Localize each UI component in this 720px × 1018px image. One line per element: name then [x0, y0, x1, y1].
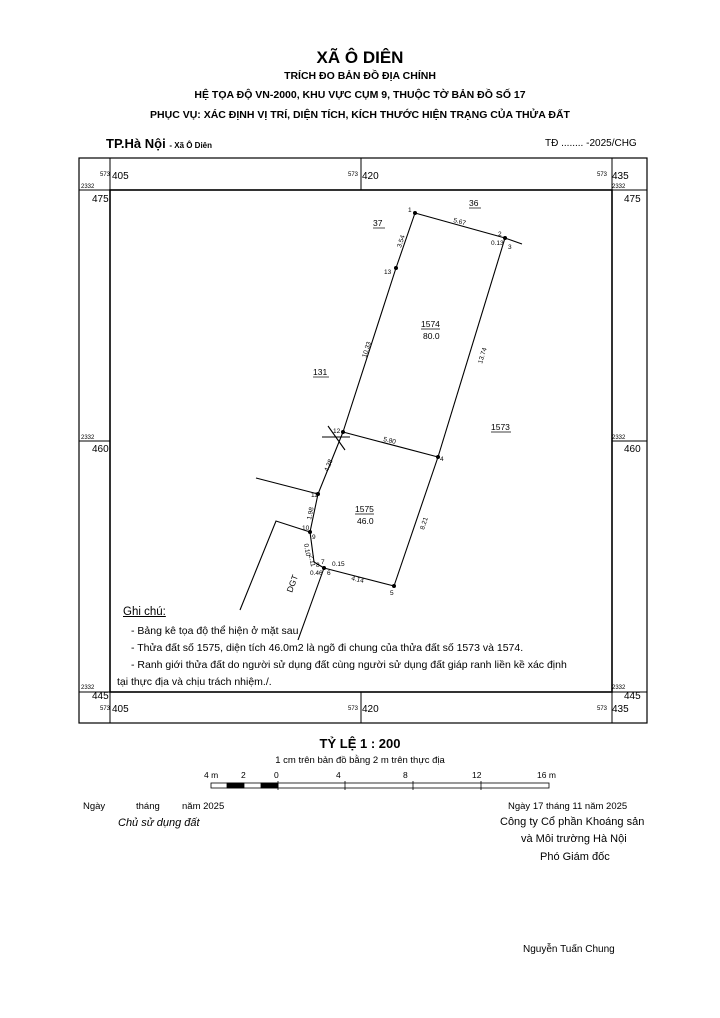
scale-tick-label: 4 m: [204, 770, 219, 780]
grid-prefix-x: 573: [348, 172, 359, 178]
edge-length: 13.74: [477, 346, 489, 365]
vertex-label: 5: [390, 590, 394, 597]
road-edge-right: [298, 568, 324, 640]
boundary-4-5: [394, 457, 438, 586]
edge-length: 0.13: [491, 240, 504, 247]
right-date: Ngày 17 tháng 11 năm 2025: [508, 801, 628, 812]
road-label: DGT: [284, 573, 301, 594]
left-date-year: năm 2025: [182, 801, 225, 812]
vertex-dot: [341, 430, 345, 434]
note-item: - Thửa đất số 1575, diện tích 46.0m2 là ngõ đi chung của thửa đất số 1573 và 1574.: [131, 642, 524, 654]
scale-title: TỶ LỆ 1 : 200: [319, 736, 401, 751]
scale-tick-label: 4: [336, 770, 341, 780]
grid-prefix-y: 2332: [81, 435, 95, 441]
neighbor-parcel: 37: [373, 218, 383, 228]
vertex-dot: [392, 584, 396, 588]
vertex-label: 10: [302, 525, 310, 532]
parcel-area: 46.0: [357, 516, 374, 526]
grid-y-label: 445: [92, 691, 109, 702]
subtitle-3: PHỤC VỤ: XÁC ĐỊNH VỊ TRÍ, DIỆN TÍCH, KÍCH THƯỚC HIỆN TRẠNG CỦA THỬA ĐẤT: [150, 109, 570, 121]
scale-tick-label: 0: [274, 770, 279, 780]
parcel-area: 80.0: [423, 331, 440, 341]
vertex-label: 11: [311, 492, 318, 499]
scale-tick-label: 12: [472, 770, 482, 780]
grid-x-label: 435: [612, 704, 629, 715]
commune-name: - Xã Ô Diên: [169, 141, 213, 150]
scale-tick-label: 8: [403, 770, 408, 780]
vertex-dot: [413, 211, 417, 215]
grid-prefix-x: 573: [597, 172, 608, 178]
company-name-2: và Môi trường Hà Nội: [521, 833, 627, 845]
scale-segment: [227, 783, 244, 788]
vertex-label: 9: [312, 534, 316, 541]
notes-title: Ghi chú:: [123, 606, 166, 618]
scale-segment: [261, 783, 278, 788]
scale-tick-label: 2: [241, 770, 246, 780]
neighbor-boundary: [256, 478, 318, 494]
grid-y-label: 475: [92, 194, 109, 205]
note-continuation: tại thực địa và chịu trách nhiệm./.: [117, 676, 272, 688]
parcel-number: 1575: [355, 504, 374, 514]
neighbor-parcel: 1573: [491, 422, 510, 432]
vertex-label: 12: [333, 428, 341, 435]
signer-position: Phó Giám đốc: [540, 851, 610, 863]
scale-tick-label: 16 m: [537, 770, 556, 780]
boundary-1-13-12: [343, 213, 415, 432]
document-number: TĐ ........ -2025/CHG: [545, 138, 637, 149]
note-item: - Ranh giới thửa đất do người sử dụng đất cùng người sử dụng đất giáp ranh liền kề xác định: [131, 659, 567, 671]
grid-y-label: 460: [92, 444, 109, 455]
vertex-label: 7: [321, 559, 325, 566]
left-date-day: Ngày: [83, 801, 106, 812]
edge-length: 5.80: [382, 436, 397, 447]
signer-name: Nguyễn Tuấn Chung: [523, 944, 615, 955]
edge-length: 4.28: [323, 458, 335, 473]
grid-prefix-y: 2332: [612, 184, 626, 190]
edge-length: 0.46: [310, 570, 323, 577]
road-edge-left: [240, 521, 310, 610]
grid-x-label: 405: [112, 704, 129, 715]
grid-prefix-y: 2332: [81, 184, 95, 190]
parcel-number: 1574: [421, 319, 440, 329]
vertex-label: 6: [327, 570, 331, 577]
edge-length: 0.10: [302, 543, 312, 557]
subtitle-1: TRÍCH ĐO BẢN ĐỒ ĐỊA CHÍNH: [284, 70, 436, 82]
grid-y-label: 460: [624, 444, 641, 455]
edge-length: 0.15: [332, 561, 345, 568]
edge-length: 2.11: [307, 554, 317, 568]
note-item: - Bảng kê tọa độ thể hiện ở mặt sau: [131, 625, 299, 637]
inner-frame: [110, 190, 612, 692]
vertex-label: 13: [384, 269, 392, 276]
grid-x-label: 420: [362, 171, 379, 182]
edge-length: 3.54: [396, 234, 407, 249]
vertex-label: 8: [316, 562, 320, 569]
city-name: TP.Hà Nội: [106, 136, 166, 151]
vertex-label: 2: [498, 231, 502, 238]
outer-frame: [79, 158, 647, 723]
edge-length: 10.33: [361, 340, 373, 359]
grid-prefix-x: 573: [100, 706, 111, 712]
neighbor-parcel: 36: [469, 198, 479, 208]
edge-length: 8.21: [419, 516, 430, 531]
grid-prefix-x: 573: [597, 706, 608, 712]
vertex-label: 4: [440, 456, 444, 463]
grid-x-label: 435: [612, 171, 629, 182]
grid-y-label: 445: [624, 691, 641, 702]
grid-x-label: 420: [362, 704, 379, 715]
land-user-label: Chủ sử dụng đất: [118, 817, 200, 829]
left-date-month: tháng: [136, 801, 160, 812]
edge-length: 5.67: [452, 217, 467, 228]
edge-length: 1.98: [306, 506, 316, 521]
grid-prefix-x: 573: [100, 172, 111, 178]
grid-prefix-y: 2332: [612, 435, 626, 441]
edge-length: 4.14: [350, 575, 365, 586]
vertex-dot: [394, 266, 398, 270]
grid-prefix-y: 2332: [81, 685, 95, 691]
vertex-label: 1: [408, 207, 412, 214]
grid-y-label: 475: [624, 194, 641, 205]
map-title: XÃ Ô DIÊN: [316, 48, 404, 67]
scale-description: 1 cm trên bản đồ bằng 2 m trên thực địa: [275, 755, 445, 766]
boundary-12-11-10-9-8: [310, 432, 343, 568]
grid-prefix-y: 2332: [612, 685, 626, 691]
grid-prefix-x: 573: [348, 706, 359, 712]
company-name-1: Công ty Cổ phần Khoáng sản: [500, 816, 645, 828]
grid-x-label: 405: [112, 171, 129, 182]
subtitle-2: HỆ TỌA ĐỘ VN-2000, KHU VỰC CỤM 9, THUỘC TỜ BẢN ĐỒ SỐ 17: [194, 89, 526, 101]
vertex-label: 3: [508, 244, 512, 251]
neighbor-parcel: 131: [313, 367, 328, 377]
